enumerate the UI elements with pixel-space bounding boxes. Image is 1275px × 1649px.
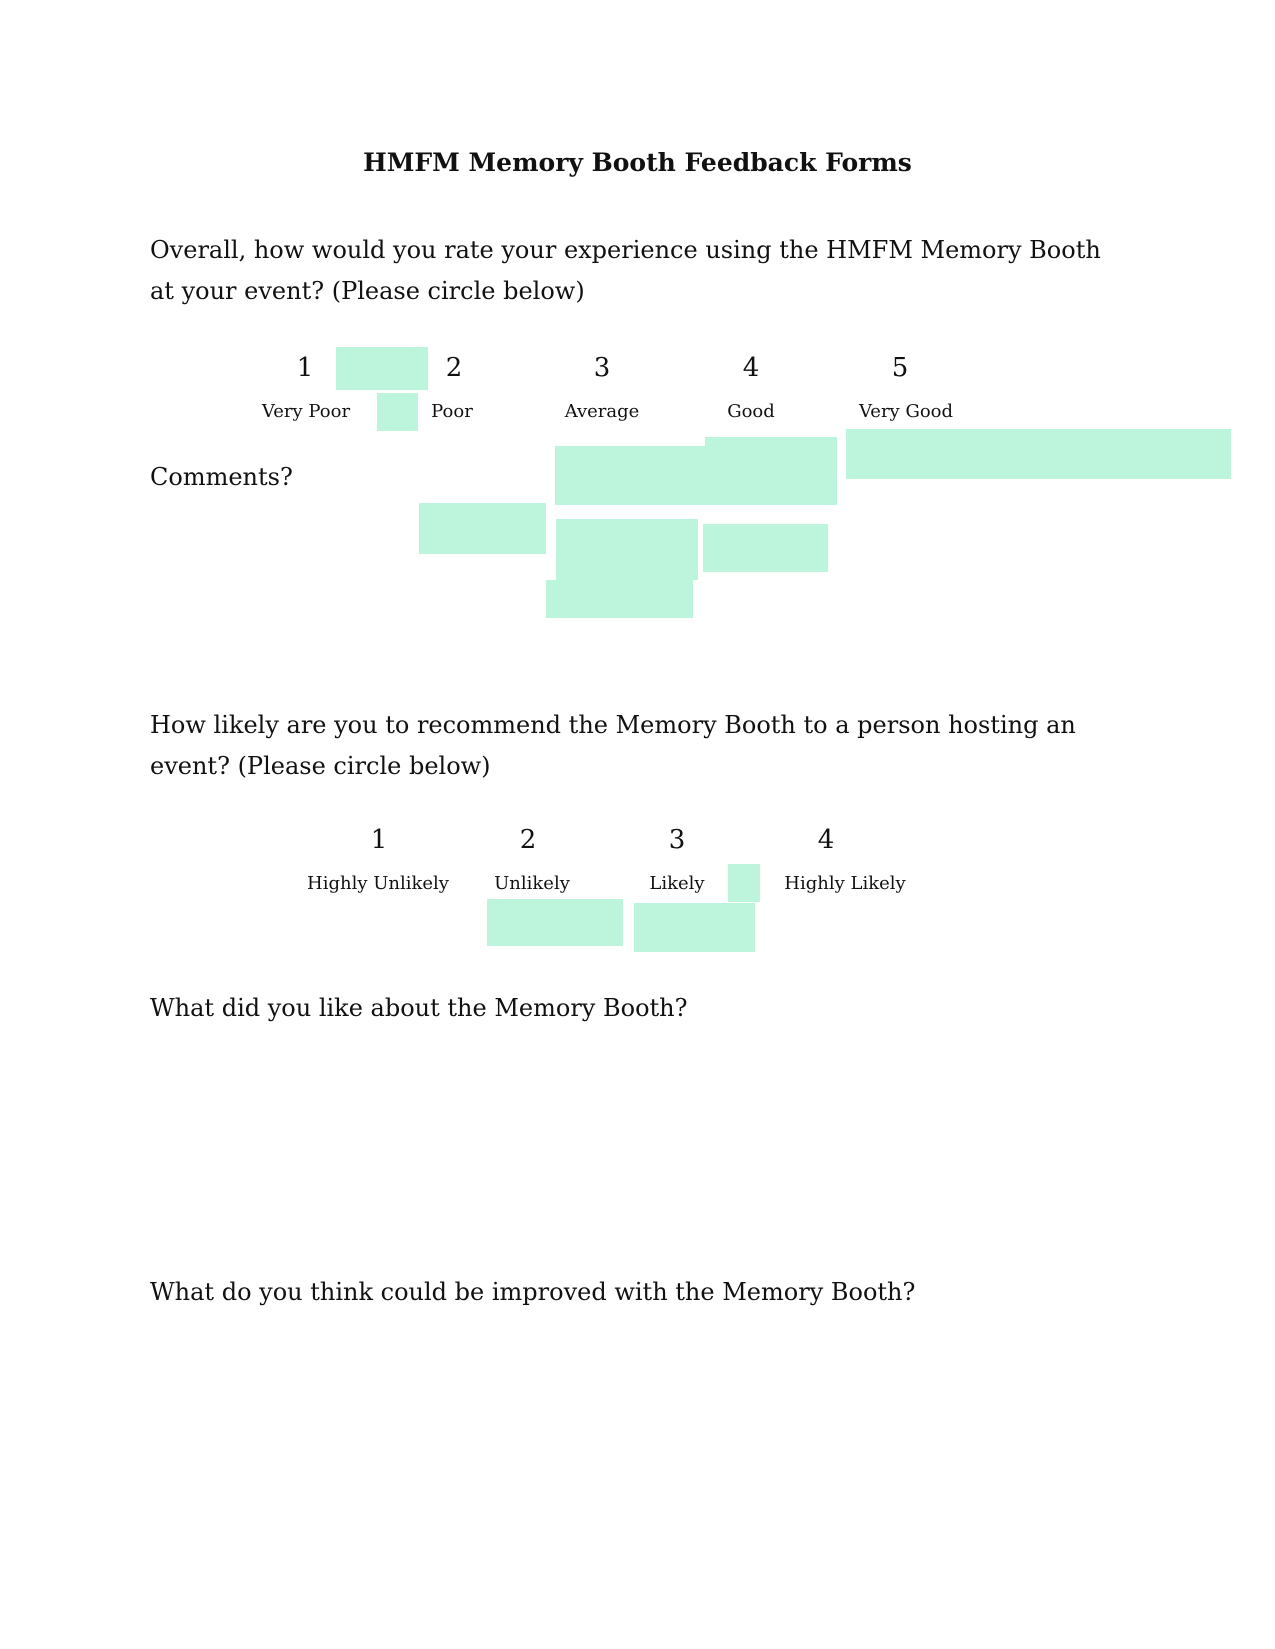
highlight-mark: [546, 580, 693, 618]
likelihood-option-4[interactable]: 4: [817, 825, 835, 855]
likelihood-label-likely: Likely: [649, 873, 705, 894]
question-improvements: What do you think could be improved with the Memory Booth?: [150, 1278, 916, 1306]
highlight-mark: [846, 429, 1231, 479]
highlight-mark: [556, 519, 698, 580]
question-likes: What did you like about the Memory Booth?: [150, 994, 688, 1022]
question-recommend: How likely are you to recommend the Memory Booth to a person hosting an event? (Please circle below): [150, 711, 1076, 780]
rating-label-average: Average: [564, 401, 640, 422]
rating-label-good: Good: [727, 401, 775, 422]
comments-label: Comments?: [150, 463, 293, 491]
likelihood-option-3[interactable]: 3: [668, 825, 686, 855]
rating-option-1[interactable]: 1: [296, 353, 314, 383]
rating-label-poor: Poor: [431, 401, 473, 422]
likelihood-label-highly-likely: Highly Likely: [784, 873, 906, 894]
highlight-mark: [703, 524, 828, 572]
highlight-mark: [487, 899, 623, 946]
rating-option-3[interactable]: 3: [593, 353, 611, 383]
likelihood-option-2[interactable]: 2: [519, 825, 537, 855]
highlight-mark: [705, 437, 837, 505]
question-overall-rating: Overall, how would you rate your experience using the HMFM Memory Booth at your event? (Please circle below): [150, 236, 1101, 305]
likelihood-label-highly-unlikely: Highly Unlikely: [307, 873, 449, 894]
highlight-mark: [555, 446, 706, 505]
likelihood-option-1[interactable]: 1: [370, 825, 388, 855]
rating-option-5[interactable]: 5: [891, 353, 909, 383]
rating-label-very-poor: Very Poor: [261, 401, 351, 422]
highlight-mark: [634, 903, 755, 952]
page-title: HMFM Memory Booth Feedback Forms: [363, 148, 912, 177]
rating-label-very-good: Very Good: [858, 401, 954, 422]
rating-option-4[interactable]: 4: [742, 353, 760, 383]
likelihood-label-unlikely: Unlikely: [494, 873, 570, 894]
highlight-mark: [419, 503, 546, 554]
rating-option-2[interactable]: 2: [445, 353, 463, 383]
